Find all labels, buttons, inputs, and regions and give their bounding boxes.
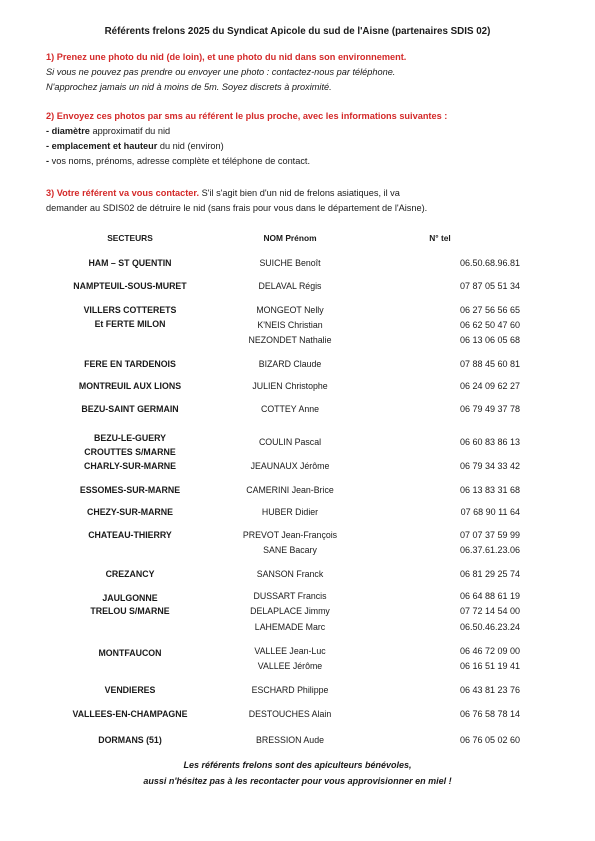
contact-phone: 06.50.46.23.24 bbox=[459, 622, 520, 632]
contact-name: JEAUNAUX Jérôme bbox=[250, 461, 330, 471]
contact-phone: 07 88 45 60 81 bbox=[459, 359, 520, 369]
contact-phone: 06 13 83 31 68 bbox=[459, 485, 520, 495]
sector-cell: CREZANCY bbox=[105, 569, 155, 579]
sector-cell: Et FERTE MILON bbox=[94, 319, 166, 329]
contact-name: JULIEN Christophe bbox=[252, 381, 328, 391]
contact-name: HUBER Didier bbox=[261, 507, 319, 517]
contact-phone: 06 62 50 47 60 bbox=[459, 320, 520, 330]
step2-section bbox=[46, 109, 566, 169]
contact-name: LAHEMADE Marc bbox=[254, 622, 326, 632]
contact-name: DESTOUCHES Alain bbox=[248, 709, 332, 719]
header-tel: N° tel bbox=[429, 233, 451, 243]
contact-phone: 06 81 29 25 74 bbox=[459, 569, 520, 579]
sector-cell: MONTREUIL AUX LIONS bbox=[78, 381, 182, 391]
contact-name: CAMERINI Jean-Brice bbox=[246, 485, 334, 495]
sector-cell: JAULGONNE bbox=[102, 593, 158, 603]
contact-phone: 06 79 34 33 42 bbox=[459, 461, 520, 471]
sector-cell: ESSOMES-SUR-MARNE bbox=[79, 485, 181, 495]
step1-line2: N'approchez jamais un nid à moins de 5m. Soyez discrets à proximité. bbox=[46, 82, 332, 92]
contact-phone: 06.37.61.23.06 bbox=[459, 545, 520, 555]
sector-cell: NAMPTEUIL-SOUS-MURET bbox=[73, 281, 187, 291]
contact-phone: 07 72 14 54 00 bbox=[459, 606, 520, 616]
contact-phone: 06 79 49 37 78 bbox=[459, 404, 520, 414]
contact-name: PREVOT Jean-François bbox=[242, 530, 338, 540]
sector-cell: FERE EN TARDENOIS bbox=[84, 359, 176, 369]
contact-name: SANE Bacary bbox=[263, 545, 317, 555]
step1-heading: 1) Prenez une photo du nid (de loin), et une photo du nid dans son environnement. bbox=[46, 52, 407, 62]
step2-item-location: - emplacement et hauteur du nid (environ) bbox=[46, 141, 224, 151]
contact-name: K'NEIS Christian bbox=[257, 320, 323, 330]
contact-phone: 06 24 09 62 27 bbox=[459, 381, 520, 391]
contact-name: DUSSART Francis bbox=[253, 591, 327, 601]
contact-phone: 07 87 05 51 34 bbox=[459, 281, 520, 291]
contact-phone: 06 27 56 56 65 bbox=[459, 305, 520, 315]
contact-phone: 06 60 83 86 13 bbox=[459, 437, 520, 447]
footer-line1: Les référents frelons sont des apiculteurs bénévoles, bbox=[183, 760, 412, 770]
header-name: NOM Prénom bbox=[263, 233, 317, 243]
contact-phone: 06 46 72 09 00 bbox=[459, 646, 520, 656]
page-title: Référents frelons 2025 du Syndicat Apicole du sud de l'Aisne (partenaires SDIS 02) bbox=[104, 26, 491, 37]
footer-line2: aussi n'hésitez pas à les recontacter pour vous approvisionner en miel ! bbox=[143, 776, 452, 786]
contact-name: COTTEY Anne bbox=[260, 404, 320, 414]
contact-name: DELAVAL Régis bbox=[258, 281, 322, 291]
sector-cell: VALLEES-EN-CHAMPAGNE bbox=[72, 709, 188, 719]
contact-name: BRESSION Aude bbox=[256, 735, 324, 745]
contact-phone: 06 43 81 23 76 bbox=[459, 685, 520, 695]
step2-heading: 2) Envoyez ces photos par sms au référent le plus proche, avec les informations suivantes : bbox=[46, 111, 448, 121]
contact-name: BIZARD Claude bbox=[258, 359, 322, 369]
contact-name: MONGEOT Nelly bbox=[256, 305, 324, 315]
contact-name: NEZONDET Nathalie bbox=[248, 335, 332, 345]
sector-cell: BEZU-SAINT GERMAIN bbox=[81, 404, 179, 414]
contact-name: VALLEE Jean-Luc bbox=[254, 646, 326, 656]
footer-note bbox=[0, 757, 595, 789]
sector-cell: CHARLY-SUR-MARNE bbox=[83, 461, 177, 471]
contact-name: VALLEE Jérôme bbox=[257, 661, 323, 671]
sector-cell: MONTFAUCON bbox=[98, 648, 162, 658]
sector-cell: BEZU-LE-GUERY bbox=[93, 433, 166, 443]
step3-section bbox=[46, 186, 566, 216]
header-sectors: SECTEURS bbox=[107, 233, 153, 243]
contact-phone: 06 16 51 19 41 bbox=[459, 661, 520, 671]
contact-phone: 06 13 06 05 68 bbox=[459, 335, 520, 345]
contact-phone: 06.50.68.96.81 bbox=[459, 258, 520, 268]
sector-cell: HAM – ST QUENTIN bbox=[88, 258, 172, 268]
sector-cell: CROUTTES S/MARNE bbox=[84, 447, 176, 457]
sector-cell: CHEZY-SUR-MARNE bbox=[86, 507, 173, 517]
contact-phone: 07 68 90 11 64 bbox=[460, 507, 520, 517]
contact-phone: 06 64 88 61 19 bbox=[459, 591, 520, 601]
contact-phone: 06 76 05 02 60 bbox=[459, 735, 520, 745]
contact-name: SUICHE Benoît bbox=[259, 258, 321, 268]
step2-item-contact: - vos noms, prénoms, adresse complète et téléphone de contact. bbox=[46, 156, 311, 166]
sector-cell: CHATEAU-THIERRY bbox=[88, 530, 172, 540]
sector-cell: VENDIERES bbox=[104, 685, 156, 695]
sector-cell: DORMANS (51) bbox=[98, 735, 162, 745]
contact-phone: 07 07 37 59 99 bbox=[459, 530, 520, 540]
step3-line1: 3) Votre référent va vous contacter. S'il s'agit bien d'un nid de frelons asiatiques, il va bbox=[46, 188, 400, 198]
step3-line2: demander au SDIS02 de détruire le nid (sans frais pour vous dans le département de l'Aisne). bbox=[46, 203, 428, 213]
step2-item-diameter: - diamètre approximatif du nid bbox=[46, 126, 171, 136]
contact-name: ESCHARD Philippe bbox=[251, 685, 329, 695]
sector-cell: VILLERS COTTERETS bbox=[83, 305, 177, 315]
contact-name: SANSON Franck bbox=[256, 569, 324, 579]
contact-phone: 06 76 58 78 14 bbox=[459, 709, 520, 719]
step1-line1: Si vous ne pouvez pas prendre ou envoyer une photo : contactez-nous par téléphone. bbox=[46, 67, 396, 77]
step1-section bbox=[46, 50, 566, 95]
contact-name: DELAPLACE Jimmy bbox=[250, 606, 330, 616]
sector-cell: TRELOU S/MARNE bbox=[90, 606, 170, 616]
contact-name: COULIN Pascal bbox=[258, 437, 322, 447]
